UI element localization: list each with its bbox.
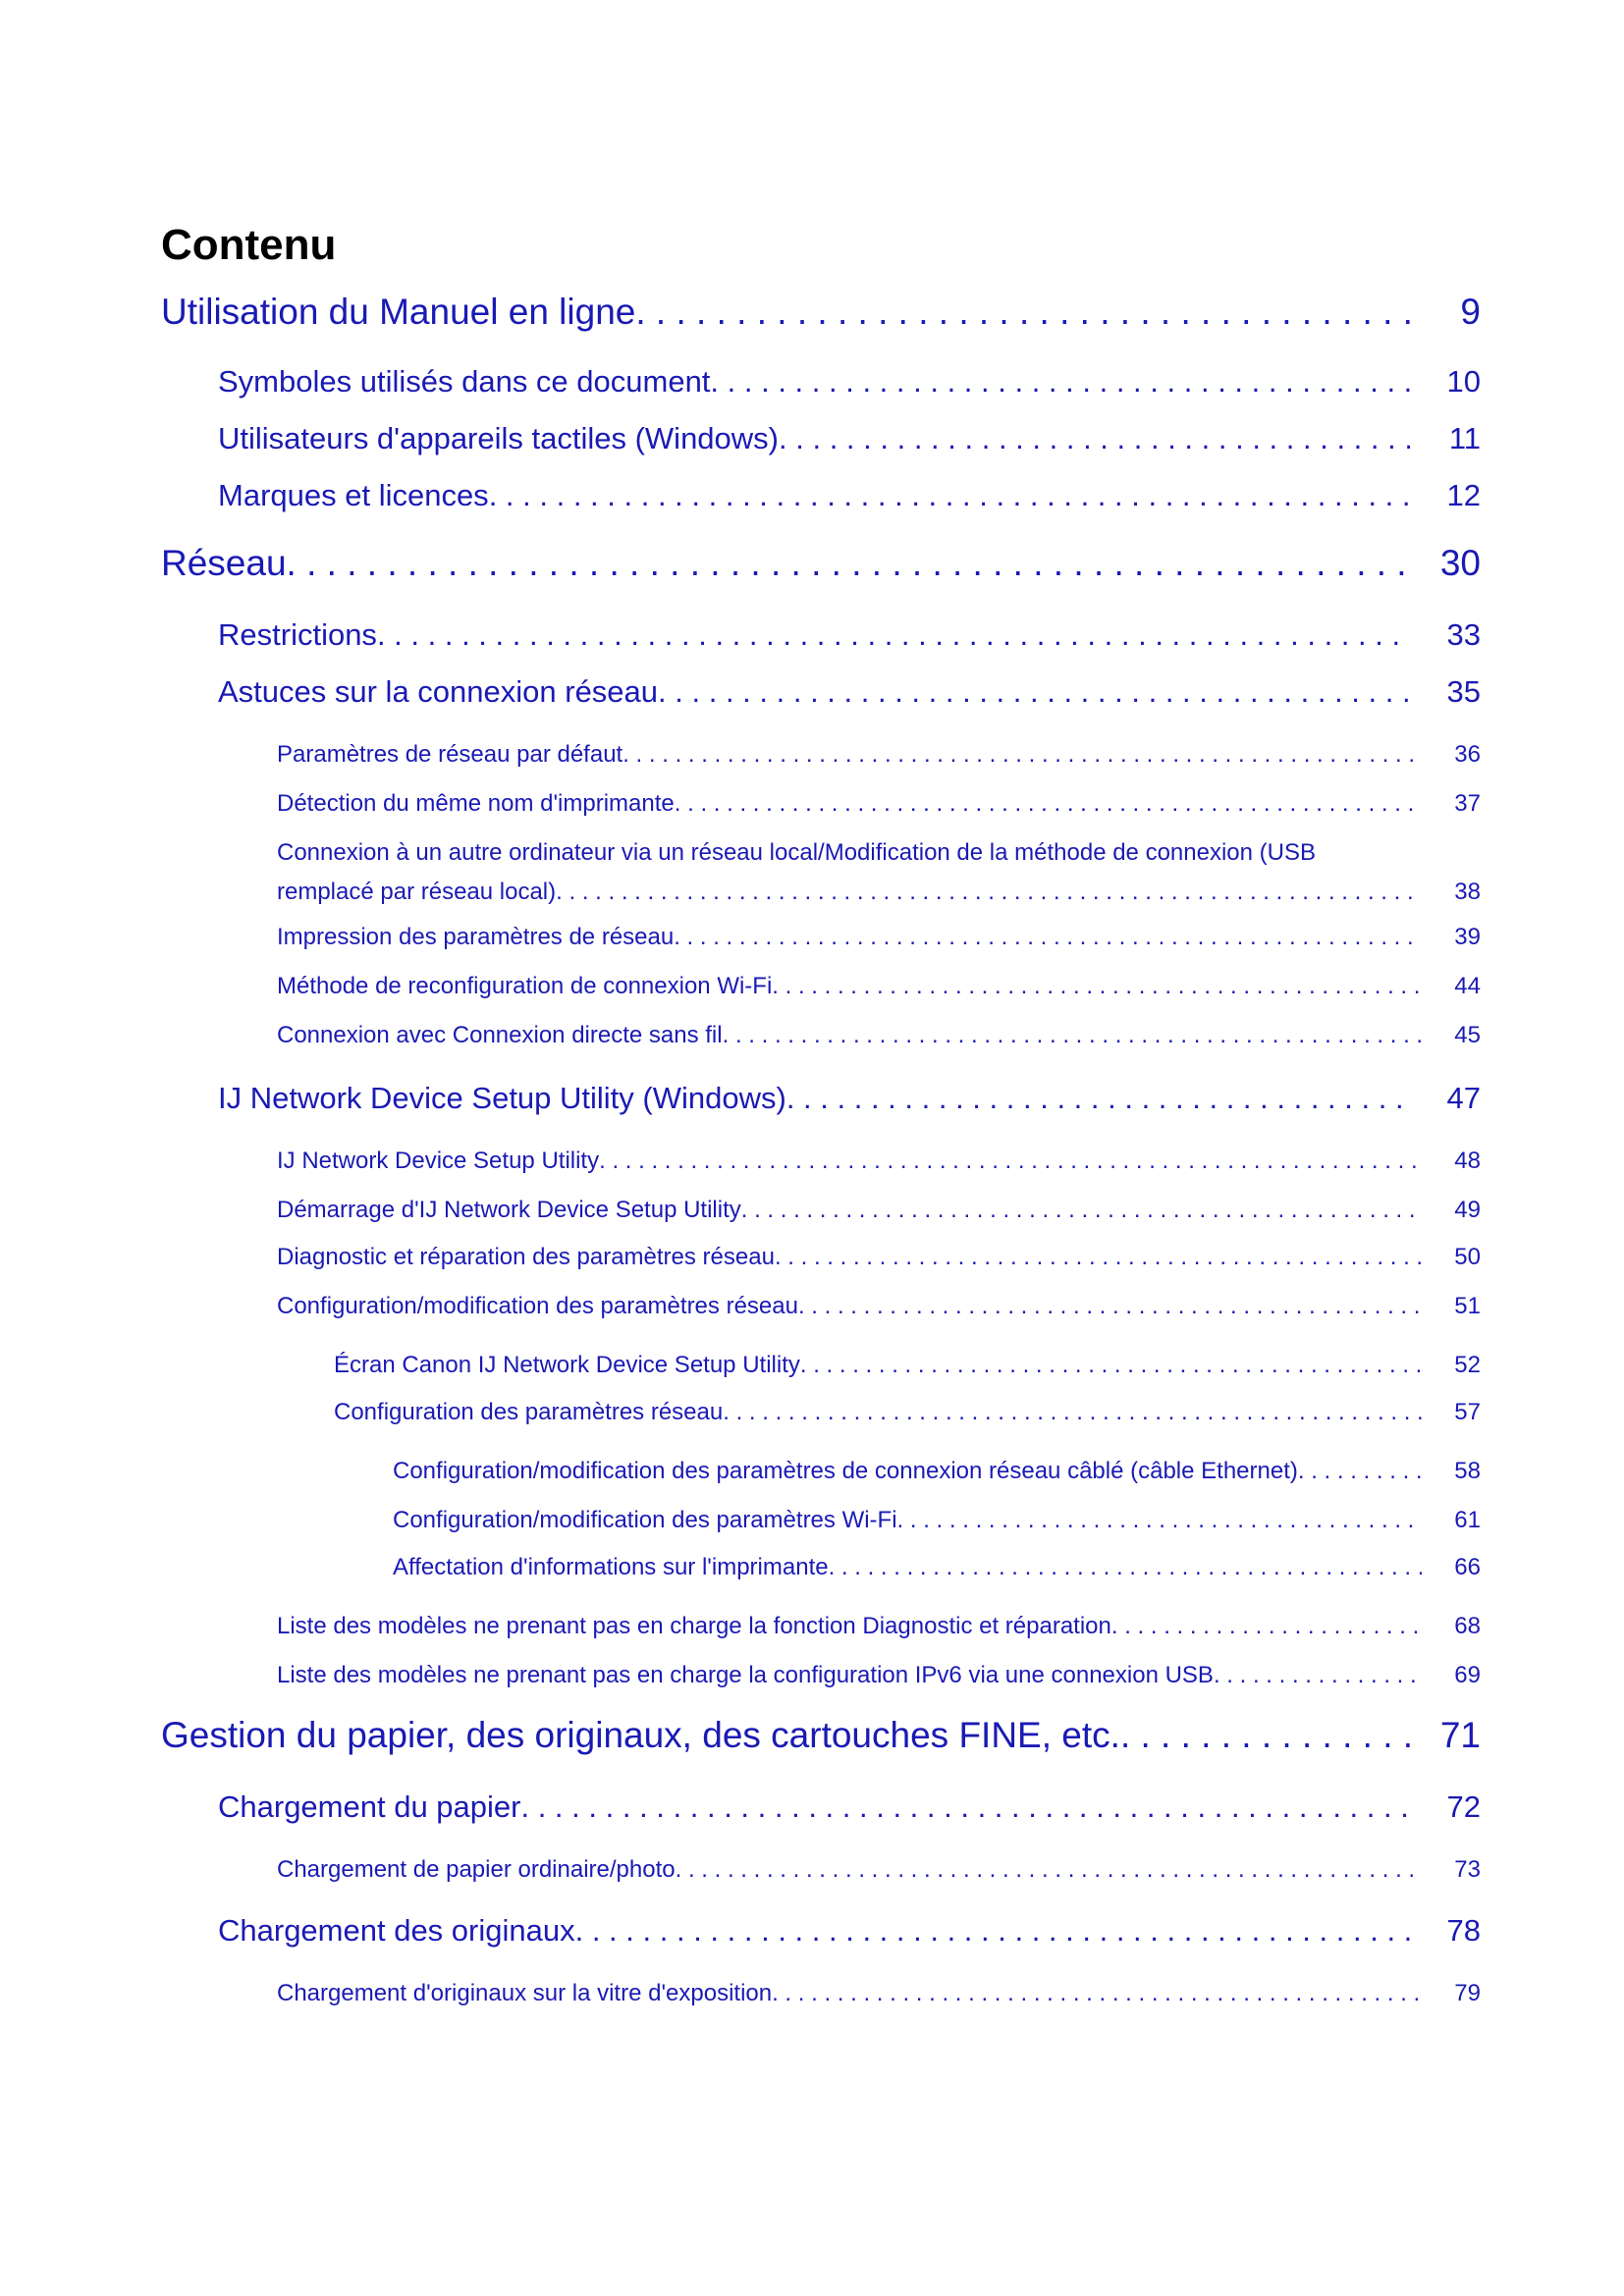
dot-leader <box>829 1553 1422 1582</box>
toc-entry-title: Gestion du papier, des originaux, des cartouches FINE, etc. <box>161 1715 1120 1755</box>
toc-entry-title: Chargement des originaux <box>218 1913 575 1948</box>
dot-leader <box>772 1979 1422 2008</box>
toc-entry-title: Diagnostic et réparation des paramètres réseau <box>277 1244 775 1270</box>
toc-entry-impression-parametres[interactable] <box>277 923 1481 952</box>
dot-leader <box>710 363 1410 400</box>
toc-page-number: 35 <box>1446 674 1481 709</box>
dot-leader <box>800 1351 1422 1380</box>
toc-page-number: 38 <box>1454 879 1481 905</box>
toc-entry-astuces-connexion[interactable] <box>218 673 1481 711</box>
toc-entry-ij-setup-windows[interactable] <box>218 1080 1481 1117</box>
toc-page-number: 33 <box>1446 617 1481 652</box>
dot-leader <box>786 1080 1410 1117</box>
dot-leader <box>599 1147 1422 1176</box>
toc-entry-title-line1: Connexion à un autre ordinateur via un réseau local/Modification de la méthode de connexion (USB <box>277 839 1316 866</box>
toc-entry-marques-licences[interactable] <box>218 477 1481 514</box>
toc-entry-symboles[interactable] <box>218 363 1481 400</box>
dot-leader <box>897 1506 1422 1535</box>
dot-leader <box>623 740 1422 770</box>
toc-page-number: 11 <box>1448 421 1481 455</box>
toc-entry-detection-nom[interactable] <box>277 789 1481 819</box>
toc-entry-title-line2: remplacé par réseau local) <box>277 879 557 905</box>
toc-entry-title: Méthode de reconfiguration de connexion Wi-Fi <box>277 973 773 999</box>
toc-entry-title: Configuration/modification des paramètres réseau <box>277 1293 798 1319</box>
toc-entry-title: Liste des modèles ne prenant pas en charge la fonction Diagnostic et réparation <box>277 1613 1111 1639</box>
dot-leader <box>658 673 1410 711</box>
toc-page-number: 71 <box>1439 1715 1481 1755</box>
dot-leader <box>723 1021 1422 1050</box>
toc-entry-config-cable[interactable] <box>393 1457 1481 1486</box>
dot-leader <box>575 1912 1410 1949</box>
dot-leader <box>741 1196 1422 1225</box>
toc-entry-liste-modeles-ipv6[interactable] <box>277 1661 1481 1690</box>
toc-entry-title: Détection du même nom d'imprimante <box>277 790 675 817</box>
dot-leader <box>674 923 1422 952</box>
toc-page-number: 39 <box>1454 924 1481 950</box>
toc-entry-title: Configuration/modification des paramètres Wi-Fi <box>393 1507 897 1533</box>
dot-leader <box>520 1789 1410 1826</box>
toc-entry-title: Impression des paramètres de réseau <box>277 924 675 950</box>
toc-entry-reseau[interactable] <box>161 542 1481 585</box>
toc-entry-config-wifi[interactable] <box>393 1506 1481 1535</box>
page-title: Contenu <box>161 221 337 269</box>
dot-leader <box>676 1855 1422 1885</box>
dot-leader <box>723 1398 1422 1427</box>
toc-page-number: 12 <box>1446 478 1481 512</box>
toc-entry-gestion-papier[interactable] <box>161 1714 1481 1757</box>
toc-entry-diagnostic-reparation[interactable] <box>277 1243 1481 1272</box>
toc-entry-connexion-directe[interactable] <box>277 1021 1481 1050</box>
toc-entry-connexion-autre-ordinateur[interactable] <box>277 838 1481 907</box>
dot-leader <box>287 542 1410 585</box>
toc-entry-restrictions[interactable] <box>218 616 1481 654</box>
toc-entry-title: IJ Network Device Setup Utility <box>277 1148 600 1174</box>
toc-entry-ij-setup-utility[interactable] <box>277 1147 1481 1176</box>
toc-entry-demarrage-ij[interactable] <box>277 1196 1481 1225</box>
toc-entry-chargement-vitre[interactable] <box>277 1979 1481 2008</box>
toc-entry-utilisation-manuel[interactable] <box>161 291 1481 334</box>
dot-leader <box>635 291 1410 334</box>
dot-leader <box>779 420 1410 457</box>
dot-leader <box>377 616 1410 654</box>
toc-page-number: 79 <box>1454 1980 1481 2006</box>
dot-leader <box>1298 1457 1422 1486</box>
dot-leader <box>1214 1661 1422 1690</box>
toc-entry-parametres-defaut[interactable] <box>277 740 1481 770</box>
toc-entry-utilisateurs-tactiles[interactable] <box>218 420 1481 457</box>
toc-entry-chargement-papier-ordinaire[interactable] <box>277 1855 1481 1885</box>
dot-leader <box>775 1243 1422 1272</box>
toc-page-number: 45 <box>1454 1022 1481 1048</box>
dot-leader <box>489 477 1410 514</box>
toc-page-number: 44 <box>1454 973 1481 999</box>
toc-entry-title: Paramètres de réseau par défaut <box>277 741 623 768</box>
toc-page-number: 61 <box>1454 1507 1481 1533</box>
toc-entry-configuration-modification[interactable] <box>277 1292 1481 1321</box>
toc-page-number: 9 <box>1460 292 1481 332</box>
toc-page-number: 49 <box>1454 1197 1481 1223</box>
toc-entry-chargement-papier[interactable] <box>218 1789 1481 1826</box>
toc-page-number: 58 <box>1454 1458 1481 1484</box>
toc-entry-title: Configuration/modification des paramètres de connexion réseau câblé (câble Ethernet) <box>393 1458 1298 1484</box>
toc-page-number: 57 <box>1454 1399 1481 1425</box>
toc-entry-configuration-parametres[interactable] <box>334 1398 1481 1427</box>
toc-entry-title: Configuration des paramètres réseau <box>334 1399 724 1425</box>
dot-leader <box>798 1292 1422 1321</box>
dot-leader <box>556 878 1422 907</box>
toc-page-number: 73 <box>1454 1856 1481 1883</box>
toc-entry-title: Utilisateurs d'appareils tactiles (Windows) <box>218 421 780 455</box>
toc-page-number: 51 <box>1454 1293 1481 1319</box>
toc-page-number: 66 <box>1454 1554 1481 1580</box>
toc-entry-title: Réseau <box>161 543 287 583</box>
toc-entry-chargement-originaux[interactable] <box>218 1912 1481 1949</box>
toc-entry-title: Affectation d'informations sur l'imprimante <box>393 1554 829 1580</box>
dot-leader <box>1120 1714 1410 1757</box>
toc-entry-affectation-informations[interactable] <box>393 1553 1481 1582</box>
toc-page-number: 72 <box>1446 1789 1481 1824</box>
toc-entry-title: Chargement du papier <box>218 1789 521 1824</box>
toc-entry-title: Chargement d'originaux sur la vitre d'exposition <box>277 1980 773 2006</box>
toc-page-number: 36 <box>1454 741 1481 768</box>
toc-entry-title: Symboles utilisés dans ce document <box>218 364 711 399</box>
toc-page-number: 52 <box>1454 1352 1481 1378</box>
dot-leader <box>675 789 1422 819</box>
toc-entry-title: Marques et licences <box>218 478 489 512</box>
toc-page-number: 30 <box>1439 543 1481 583</box>
toc-page-number: 48 <box>1454 1148 1481 1174</box>
toc-entry-title: Restrictions <box>218 617 377 652</box>
toc-entry-title: Utilisation du Manuel en ligne <box>161 292 636 332</box>
toc-entry-title: Liste des modèles ne prenant pas en charge la configuration IPv6 via une connexion USB <box>277 1662 1214 1688</box>
toc-entry-methode-reconfiguration[interactable] <box>277 972 1481 1001</box>
toc-entry-title: IJ Network Device Setup Utility (Windows) <box>218 1081 786 1115</box>
toc-page-number: 78 <box>1446 1913 1481 1948</box>
toc-entry-title: Écran Canon IJ Network Device Setup Utility <box>334 1352 800 1378</box>
toc-entry-title: Démarrage d'IJ Network Device Setup Utility <box>277 1197 741 1223</box>
toc-page-number: 37 <box>1454 790 1481 817</box>
dot-leader <box>1111 1612 1422 1641</box>
toc-entry-liste-modeles-diagnostic[interactable] <box>277 1612 1481 1641</box>
dot-leader <box>772 972 1422 1001</box>
toc-entry-title: Astuces sur la connexion réseau <box>218 674 659 709</box>
toc-entry-title: Chargement de papier ordinaire/photo <box>277 1856 676 1883</box>
toc-page-number: 69 <box>1454 1662 1481 1688</box>
toc-page-number: 68 <box>1454 1613 1481 1639</box>
toc-page-number: 10 <box>1446 364 1481 399</box>
toc-entry-ecran-canon[interactable] <box>334 1351 1481 1380</box>
toc-page-number: 47 <box>1446 1081 1481 1115</box>
toc-entry-title: Connexion avec Connexion directe sans fil <box>277 1022 723 1048</box>
toc-page-number: 50 <box>1454 1244 1481 1270</box>
